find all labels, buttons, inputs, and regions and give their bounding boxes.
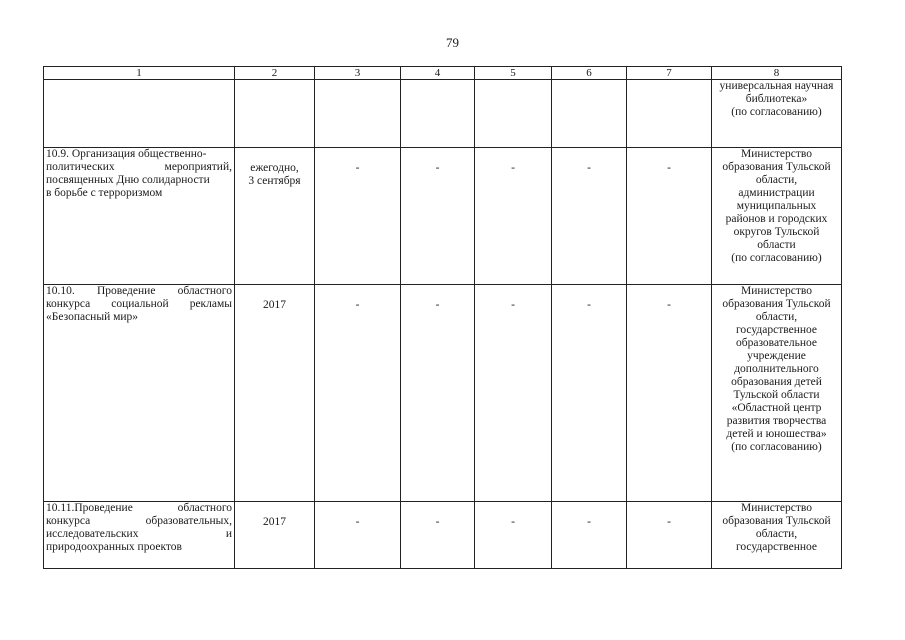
responsible-line: округов Тульской [733,226,820,238]
table-row [44,502,842,569]
header-cell: 1 [44,67,235,80]
responsible-line: Министерство [741,502,812,514]
table-row [44,80,842,148]
term-line: ежегодно, [250,162,299,174]
value-cell [315,80,401,148]
responsible-line: «Областной центр [731,402,822,414]
header-cell: 5 [475,67,552,80]
value-cell: - [475,502,552,569]
term-line: 3 сентября [248,175,301,187]
value-cell: - [627,148,712,285]
responsible-line: администрации [738,187,815,199]
event-name-cell [44,285,235,502]
responsible-line: (по согласованию) [731,252,822,264]
header-cell: 7 [627,67,712,80]
responsible-line: образования Тульской [722,515,831,527]
header-cell: 6 [552,67,627,80]
header-cell: 8 [712,67,842,80]
responsible-line: образования Тульской [722,298,831,310]
event-name-line: конкурса социальной рекламы [46,298,232,310]
value-cell: - [315,285,401,502]
responsible-line: области, [755,528,798,540]
responsible-line: развития творчества [726,415,827,427]
responsible-line: области, [755,174,798,186]
header-cell: 2 [235,67,315,80]
responsible-line: (по согласованию) [731,106,822,118]
value-cell [627,80,712,148]
responsible-line: образования детей [731,376,822,388]
value-cell: - [401,502,475,569]
event-name-line: исследовательских и [46,528,232,540]
event-name-line: «Безопасный мир» [46,311,139,323]
event-name-cell [44,80,235,148]
responsible-line: образовательное [735,337,818,349]
header-row [44,67,842,80]
responsible-line: образования Тульской [722,161,831,173]
responsible-line: области, [755,311,798,323]
responsible-line: дополнительного [734,363,819,375]
responsible-line: Министерство [741,285,812,297]
event-name-line: посвященных Дню солидарности [46,174,210,186]
table-row [44,285,842,502]
value-cell: - [401,285,475,502]
responsible-line: библиотека» [745,93,808,105]
header-cell: 3 [315,67,401,80]
event-name-line: конкурса образовательных, [46,515,232,527]
value-cell [552,80,627,148]
value-cell: - [315,148,401,285]
responsible-line: районов и городских [725,213,828,225]
term-cell [235,148,315,285]
value-cell: - [401,148,475,285]
value-cell: - [552,285,627,502]
event-name-line: природоохранных проектов [46,541,182,553]
responsible-cell [712,502,842,569]
responsible-line: универсальная научная [719,80,834,92]
event-name-line: 10.11.Проведение областного [46,502,232,514]
value-cell: - [315,502,401,569]
header-cell: 4 [401,67,475,80]
term-line: 2017 [263,516,286,528]
table-row [44,148,842,285]
event-name-line: 10.10. Проведение областного [46,285,232,297]
responsible-cell [712,285,842,502]
responsible-line: государственное [735,541,818,553]
term-cell [235,502,315,569]
term-line: 2017 [263,299,286,311]
value-cell: - [475,148,552,285]
responsible-line: Тульской области [733,389,820,401]
responsible-cell [712,148,842,285]
event-name-cell [44,148,235,285]
value-cell: - [475,285,552,502]
responsible-line: детей и юношества» [726,428,827,440]
page-number: 79 [446,35,459,50]
event-name-line: в борьбе с терроризмом [46,187,163,199]
term-cell [235,285,315,502]
event-name-line: политических мероприятий, [46,161,232,173]
responsible-line: государственное [735,324,818,336]
value-cell: - [552,148,627,285]
responsible-cell [712,80,842,148]
responsible-line: учреждение [747,350,806,362]
events-table [43,66,842,569]
term-cell [235,80,315,148]
responsible-line: Министерство [741,148,812,160]
responsible-line: (по согласованию) [731,441,822,453]
value-cell [401,80,475,148]
event-name-cell [44,502,235,569]
value-cell: - [552,502,627,569]
responsible-line: муниципальных [736,200,817,212]
value-cell [475,80,552,148]
value-cell: - [627,285,712,502]
responsible-line: области [757,239,796,251]
value-cell: - [627,502,712,569]
event-name-line: 10.9. Организация общественно- [46,148,207,160]
